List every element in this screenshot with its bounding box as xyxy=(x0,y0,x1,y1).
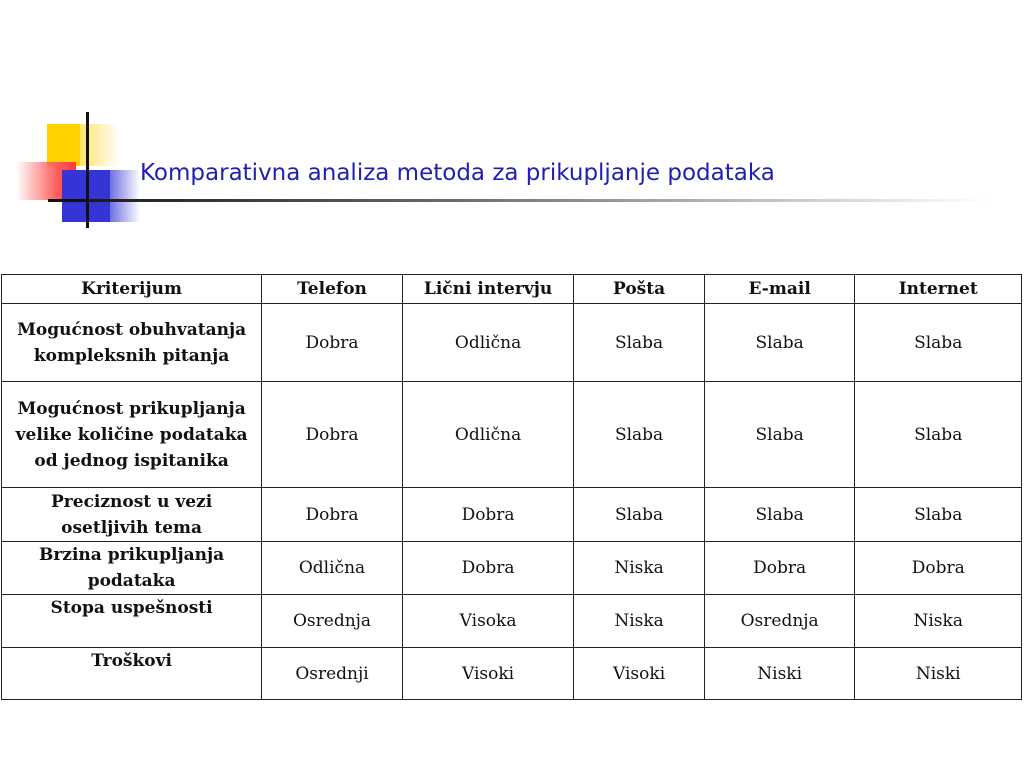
criterion-cell: Mogućnost prikupljanja velike količine podataka od jednog ispitanika xyxy=(2,382,262,488)
value-cell: Dobra xyxy=(704,542,855,595)
header-email: E-mail xyxy=(704,275,855,304)
table-row xyxy=(2,382,1022,488)
value-cell: Slaba xyxy=(704,488,855,542)
logo-yellow-square xyxy=(47,124,80,166)
value-cell: Slaba xyxy=(855,304,1022,382)
value-cell: Slaba xyxy=(704,304,855,382)
value-cell: Odlična xyxy=(402,382,573,488)
value-cell: Visoka xyxy=(402,595,573,648)
header-mail: Pošta xyxy=(574,275,705,304)
value-cell: Slaba xyxy=(855,488,1022,542)
value-cell: Slaba xyxy=(574,382,705,488)
value-cell: Visoki xyxy=(574,648,705,700)
header-internet: Internet xyxy=(855,275,1022,304)
value-cell: Odlična xyxy=(262,542,403,595)
table-row xyxy=(2,304,1022,382)
logo-blue-fade xyxy=(110,170,140,222)
value-cell: Slaba xyxy=(704,382,855,488)
value-cell: Niska xyxy=(855,595,1022,648)
value-cell: Niski xyxy=(855,648,1022,700)
slide-logo-decoration xyxy=(0,0,140,240)
comparison-table xyxy=(1,274,1022,700)
header-criterion: Kriterijum xyxy=(2,275,262,304)
value-cell: Niska xyxy=(574,542,705,595)
value-cell: Dobra xyxy=(402,542,573,595)
value-cell: Niska xyxy=(574,595,705,648)
value-cell: Osrednja xyxy=(262,595,403,648)
criterion-cell: Troškovi xyxy=(2,648,262,700)
value-cell: Niski xyxy=(704,648,855,700)
criterion-cell: Stopa uspešnosti xyxy=(2,595,262,648)
value-cell: Dobra xyxy=(855,542,1022,595)
value-cell: Dobra xyxy=(262,488,403,542)
table-row xyxy=(2,542,1022,595)
value-cell: Slaba xyxy=(855,382,1022,488)
value-cell: Osrednji xyxy=(262,648,403,700)
value-cell: Slaba xyxy=(574,304,705,382)
slide-title: Komparativna analiza metoda za prikupljanje podataka xyxy=(140,160,775,186)
criterion-cell: Brzina prikupljanja podataka xyxy=(2,542,262,595)
table-row xyxy=(2,488,1022,542)
criterion-cell: Mogućnost obuhvatanja kompleksnih pitanja xyxy=(2,304,262,382)
table-row xyxy=(2,595,1022,648)
value-cell: Dobra xyxy=(262,382,403,488)
value-cell: Dobra xyxy=(262,304,403,382)
value-cell: Dobra xyxy=(402,488,573,542)
header-telephone: Telefon xyxy=(262,275,403,304)
logo-vertical-line xyxy=(86,112,89,228)
value-cell: Slaba xyxy=(574,488,705,542)
value-cell: Odlična xyxy=(402,304,573,382)
table-row xyxy=(2,648,1022,700)
table-header-row xyxy=(2,275,1022,304)
header-personal-interview: Lični intervju xyxy=(402,275,573,304)
value-cell: Osrednja xyxy=(704,595,855,648)
title-underline xyxy=(88,199,988,202)
criterion-cell: Preciznost u vezi osetljivih tema xyxy=(2,488,262,542)
value-cell: Visoki xyxy=(402,648,573,700)
